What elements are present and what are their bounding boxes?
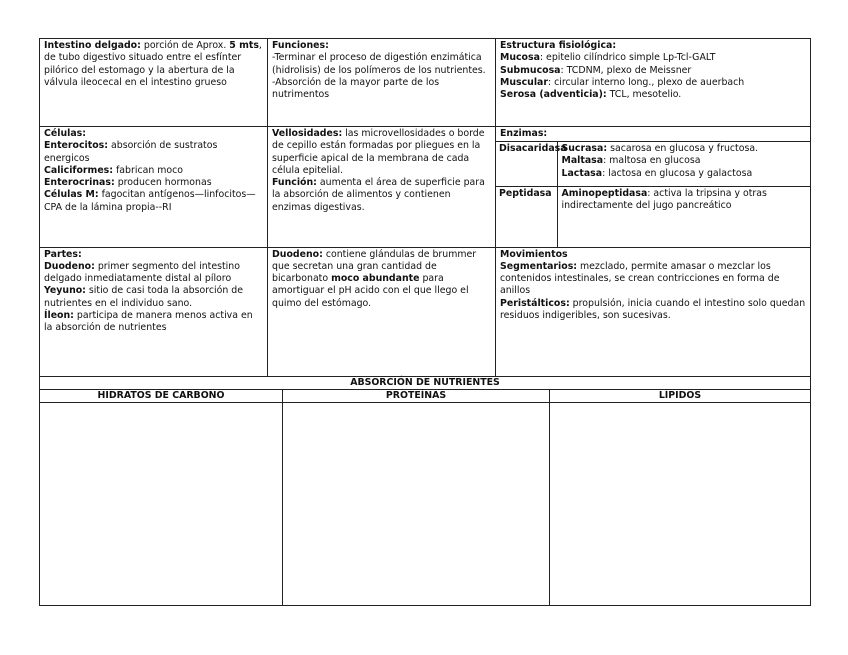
funciones-item-2: -Absorción de la mayor parte de los nutrimentos: [272, 76, 440, 101]
partes-item: Duodeno: primer segmento del intestino delgado inmediatamente distal al píloro: [44, 260, 240, 285]
absorcion-table: [39, 389, 811, 606]
disacaridasa-item: Maltasa: maltosa en glucosa: [561, 155, 701, 167]
intestino-text-1: porción de Aprox.: [140, 40, 227, 51]
estructura-item: Mucosa: epitelio cilíndrico simple Lp-Tcl-GALT: [500, 52, 716, 64]
funciones-cell: [268, 39, 496, 127]
enzimas-title: Enzimas:: [496, 127, 810, 142]
funciones-title: Funciones:: [272, 40, 329, 51]
duodeno-text-1: contiene glándulas de brummer que secretan una gran cantidad de bicarbonato: [272, 248, 477, 285]
peptidasa-label: Peptidasa: [495, 187, 557, 247]
estructura-item: Serosa (adventicia): TCL, mesotelio.: [500, 89, 682, 101]
estructura-cell: [496, 39, 811, 127]
funciones-item-1: -Terminar el proceso de digestión enzimática (hidrolisis) de los polímeros de los nutrientes.: [272, 52, 486, 76]
partes-cell: [40, 247, 268, 376]
duodeno-text-2: para amortiguar el pH acido con el que llego el quimo del estómago.: [272, 273, 469, 309]
proteinas-content[interactable]: [283, 402, 550, 605]
document: [39, 38, 810, 606]
movimientos-item: Peristálticos: propulsión, inicia cuando el intestino solo quedan residuos indigeribles, son sucesivas.: [500, 297, 806, 321]
intestino-length: 5 mts: [229, 40, 259, 51]
vellosidades-cell: [268, 127, 496, 248]
vellosidades-text: Vellosidades: las microvellosidades o borde de cepillo están formadas por pliegues en la superficie apical de la membrana de cada célula epitelial.: [272, 128, 485, 176]
duodeno-cell: [268, 247, 496, 376]
column-lipidos: LÍPIDOS: [550, 389, 811, 402]
celulas-cell: [40, 127, 268, 248]
celulas-item: Enterocrinas: producen hormonas: [44, 177, 212, 189]
intestino-title: Intestino delgado:: [44, 40, 141, 51]
absorcion-title: ABSORCIÓN DE NUTRIENTES: [40, 376, 811, 389]
enzimas-cell: [496, 127, 811, 248]
celulas-item: Caliciformes: fabrican moco: [44, 164, 184, 176]
vellosidades-funcion: Función: aumenta el área de superficie para la absorción de alimentos y contienen enzimas digestivas.: [272, 177, 485, 213]
celulas-title: Células:: [44, 128, 86, 139]
celulas-item: Enterocitos: absorción de sustratos energicos: [44, 140, 218, 164]
estructura-title: Estructura fisiológica:: [500, 40, 617, 51]
info-table: [39, 38, 811, 390]
enzimas-table: [495, 141, 811, 247]
celulas-item: Células M: fagocitan antígenos—linfocitos—CPA de la lámina propia--RI: [44, 189, 256, 213]
intestino-cell: [40, 39, 268, 127]
disacaridasa-label: Disacaridasa: [495, 142, 557, 187]
column-hidratos: HIDRATOS DE CARBONO: [40, 389, 283, 402]
partes-title: Partes:: [44, 248, 82, 260]
intestino-text-2: , de tubo digestivo situado entre el esfínter pilórico del estomago y la abertura de la válvula ileocecal en el intestino grueso: [44, 40, 262, 88]
peptidasa-text: Aminopeptidasa: activa la tripsina y otras indirectamente del jugo pancreático: [557, 187, 811, 247]
movimientos-title: Movimientos: [500, 248, 568, 260]
disacaridasa-item: Lactasa: lactosa en glucosa y galactosa: [561, 167, 753, 179]
movimientos-cell: [496, 247, 811, 376]
movimientos-item: Segmentarios: mezclado, permite amasar o mezclar los contenidos intestinales, se crean contricciones en forma de anillos: [500, 260, 780, 297]
duodeno-bold: moco abundante: [331, 273, 420, 285]
hidratos-content[interactable]: [40, 402, 283, 605]
lipidos-content[interactable]: [550, 402, 811, 605]
estructura-item: Muscular: circular interno long., plexo de auerbach: [500, 76, 745, 88]
duodeno-label: Duodeno:: [272, 248, 323, 260]
estructura-item: Submucosa: TCDNM, plexo de Meissner: [500, 64, 692, 76]
column-proteinas: PROTEÍNAS: [283, 389, 550, 402]
disacaridasa-list: [557, 142, 811, 187]
partes-item: Íleon: participa de manera menos activa en la absorción de nutrientes: [44, 309, 253, 334]
partes-item: Yeyuno: sitio de casi toda la absorción de nutrientes en el individuo sano.: [44, 285, 243, 309]
disacaridasa-item: Sucrasa: sacarosa en glucosa y fructosa.: [561, 143, 759, 154]
